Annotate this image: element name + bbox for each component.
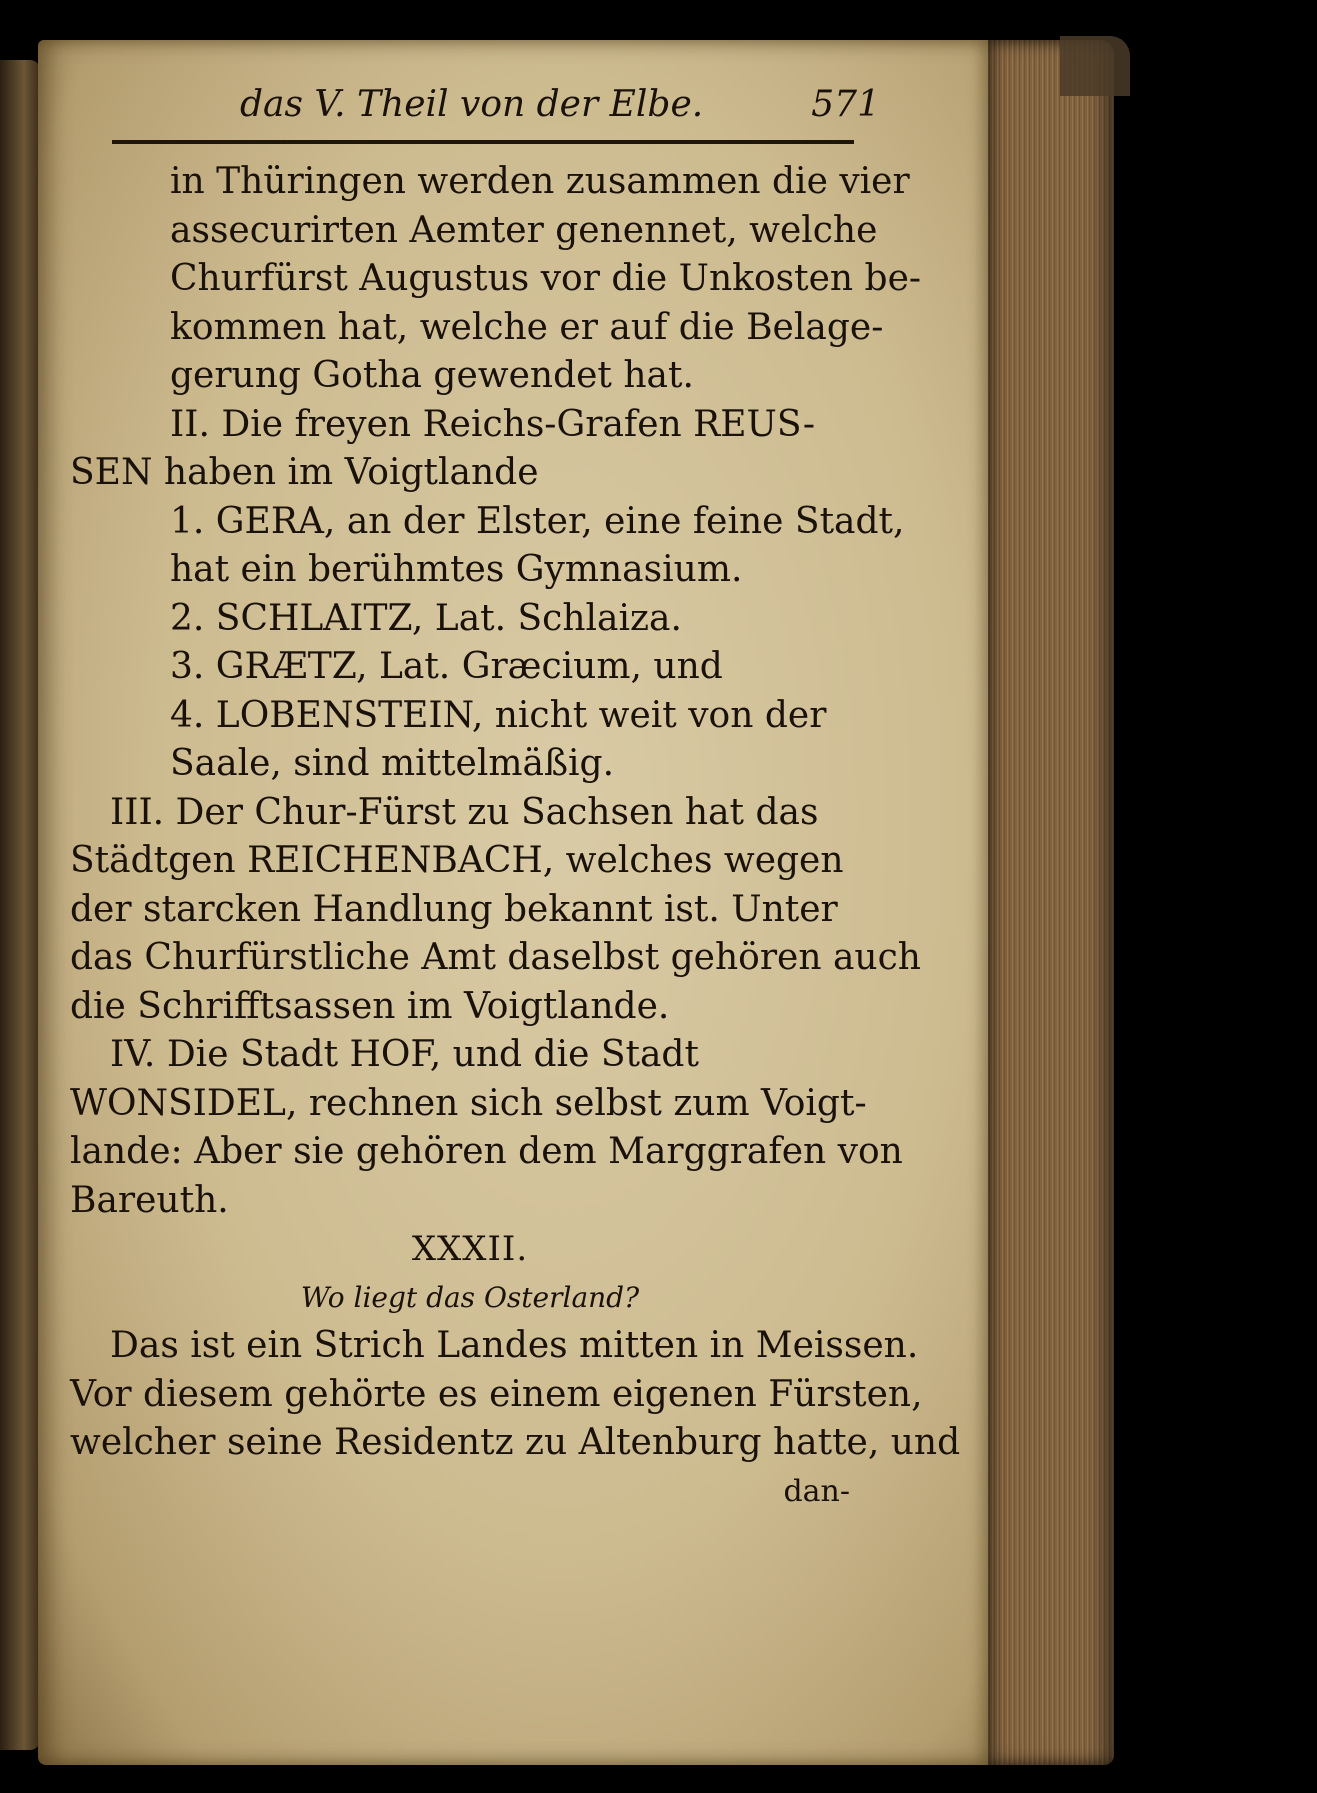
text-line: gerung Gotha gewendet hat. <box>170 355 694 396</box>
facing-page-edge <box>0 60 40 1750</box>
catchword: dan- <box>783 1473 850 1509</box>
text-line: Städtgen REICHENBACH, welches wegen <box>70 840 844 881</box>
text-line: Vor diesem gehörte es einem eigenen Fürsten, <box>70 1373 923 1415</box>
text-line: Das ist ein Strich Landes mitten in Meissen. <box>110 1325 919 1366</box>
chapter-heading: XXXII. <box>411 1229 529 1269</box>
text-line: SEN haben im Voigtlande <box>70 452 539 493</box>
text-line: Bareuth. <box>70 1179 229 1221</box>
text-line: hat ein berühmtes Gymnasium. <box>170 549 743 590</box>
text-line: der starcken Handlung bekannt ist. Unter <box>70 888 838 930</box>
list-item-gera: 1. GERA, an der Elster, eine feine Stadt, <box>170 500 905 542</box>
text-line: in Thüringen werden zusammen die vier <box>170 161 910 202</box>
text-line: assecurirten Aemter genennet, welche <box>170 209 878 251</box>
section-ii-line: II. Die freyen Reichs-Grafen REUS- <box>170 403 816 445</box>
section-iii-line: III. Der Chur-Fürst zu Sachsen hat das <box>110 791 819 833</box>
list-item-graetz: 3. GRÆTZ, Lat. Græcium, und <box>170 646 723 687</box>
header-rule <box>112 140 854 144</box>
chapter-question: Wo liegt das Osterland? <box>300 1280 640 1314</box>
text-line: die Schrifftsassen im Voigtlande. <box>70 985 670 1027</box>
text-line: lande: Aber sie gehören dem Marggrafen von <box>70 1131 903 1172</box>
page-number: 571 <box>811 84 880 125</box>
text-line: welcher seine Residentz zu Altenburg hatte, und <box>70 1422 961 1463</box>
running-title: das V. Theil von der Elbe. <box>240 84 704 125</box>
text-line: kommen hat, welche er auf die Belage- <box>170 306 884 348</box>
page-body <box>70 158 961 1516</box>
text-line: WONSIDEL, rechnen sich selbst zum Voigt- <box>70 1082 867 1124</box>
list-item-schlaitz: 2. SCHLAITZ, Lat. Schlaiza. <box>170 597 682 639</box>
book-fore-edge <box>986 40 1114 1765</box>
text-line: Churfürst Augustus vor die Unkosten be- <box>170 258 922 299</box>
list-item-lobenstein: 4. LOBENSTEIN, nicht weit von der <box>170 694 827 736</box>
section-iv-line: IV. Die Stadt HOF, und die Stadt <box>110 1034 699 1075</box>
text-line: das Churfürstliche Amt daselbst gehören auch <box>70 937 921 978</box>
text-line: Saale, sind mittelmäßig. <box>170 743 615 784</box>
book-corner <box>1060 36 1130 96</box>
running-header <box>230 84 880 134</box>
